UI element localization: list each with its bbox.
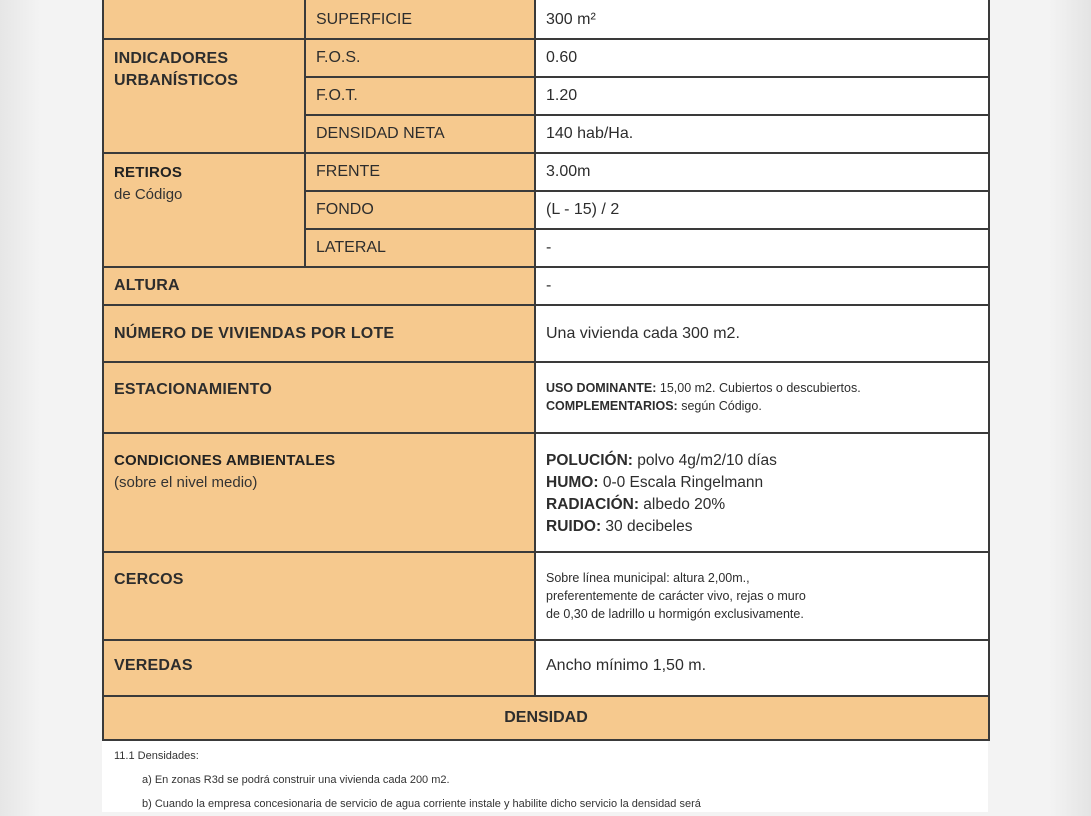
estacionamiento-value — [535, 362, 989, 433]
frente-value: 3.00m — [535, 153, 989, 191]
indicadores-label: INDICADORES URBANÍSTICOS — [103, 39, 305, 153]
densidad-header: DENSIDAD — [103, 696, 989, 740]
notes-line-2: a) En zonas R3d se podrá construir una vivienda cada 200 m2. — [142, 774, 450, 786]
altura-value: - — [535, 267, 989, 305]
cercos-line-1: Sobre línea municipal: altura 2,00m., — [546, 571, 750, 585]
notes-line-1: 11.1 Densidades: — [114, 750, 199, 762]
cercos-line-3: de 0,30 de ladrillo u hormigón exclusivamente. — [546, 607, 804, 621]
fos-value: 0.60 — [535, 39, 989, 77]
cercos-label: CERCOS — [103, 552, 535, 640]
row-viviendas — [103, 305, 989, 362]
fot-value: 1.20 — [535, 77, 989, 115]
retiros-sublabel: de Código — [114, 186, 183, 203]
fos-label: F.O.S. — [305, 39, 535, 77]
densidad-neta-value: 140 hab/Ha. — [535, 115, 989, 153]
radiacion-key: RADIACIÓN: — [546, 496, 639, 513]
cercos-value — [535, 552, 989, 640]
row-altura — [103, 267, 989, 305]
row-frente — [103, 153, 989, 191]
ruido-line — [546, 516, 978, 538]
veredas-label: VEREDAS — [103, 640, 535, 696]
fot-label: F.O.T. — [305, 77, 535, 115]
row-cercos — [103, 552, 989, 640]
frente-label: FRENTE — [305, 153, 535, 191]
complementarios-value: según Código. — [677, 399, 762, 413]
complementarios-key: COMPLEMENTARIOS: — [546, 399, 678, 413]
superficie-label: SUPERFICIE — [305, 0, 535, 39]
row-estacionamiento — [103, 362, 989, 433]
polucion-key: POLUCIÓN: — [546, 452, 633, 469]
altura-label: ALTURA — [103, 267, 535, 305]
polucion-line — [546, 450, 978, 472]
lateral-value: - — [535, 229, 989, 267]
humo-value: 0-0 Escala Ringelmann — [598, 474, 764, 491]
uso-dominante-value: 15,00 m2. Cubiertos o descubiertos. — [656, 381, 861, 395]
superficie-value: 300 m² — [535, 0, 989, 39]
condiciones-label: CONDICIONES AMBIENTALES — [114, 452, 336, 469]
complementarios-line — [546, 397, 978, 415]
condiciones-value — [535, 433, 989, 552]
densidad-notes — [114, 744, 974, 816]
row-densidad-header — [103, 696, 989, 740]
estacionamiento-label: ESTACIONAMIENTO — [103, 362, 535, 433]
retiros-cell — [103, 153, 305, 267]
condiciones-sublabel: (sobre el nivel medio) — [114, 474, 258, 491]
fondo-label: FONDO — [305, 191, 535, 229]
cercos-line-2: preferentemente de carácter vivo, rejas o muro — [546, 589, 806, 603]
ruido-key: RUIDO: — [546, 518, 602, 535]
row-veredas — [103, 640, 989, 696]
viviendas-label: NÚMERO DE VIVIENDAS POR LOTE — [103, 305, 535, 362]
notes-line-3: b) Cuando la empresa concesionaria de servicio de agua corriente instale y habilite dicho servicio la densidad será — [142, 798, 701, 810]
row-superficie — [103, 0, 989, 39]
row-fos — [103, 39, 989, 77]
humo-key: HUMO: — [546, 474, 599, 491]
row-condiciones — [103, 433, 989, 552]
uso-dominante-key: USO DOMINANTE: — [546, 381, 657, 395]
retiros-label: RETIROS — [114, 164, 183, 181]
radiacion-line — [546, 494, 978, 516]
zoning-spec-table — [102, 0, 990, 741]
polucion-value: polvo 4g/m2/10 días — [632, 452, 777, 469]
humo-line — [546, 472, 978, 494]
radiacion-value: albedo 20% — [639, 496, 726, 513]
uso-dominante-line — [546, 379, 978, 397]
veredas-value: Ancho mínimo 1,50 m. — [535, 640, 989, 696]
condiciones-cell — [103, 433, 535, 552]
ruido-value: 30 decibeles — [601, 518, 693, 535]
document-page — [102, 0, 988, 812]
fondo-value: (L - 15) / 2 — [535, 191, 989, 229]
lateral-label: LATERAL — [305, 229, 535, 267]
cell-blank — [103, 0, 305, 39]
viviendas-value: Una vivienda cada 300 m2. — [535, 305, 989, 362]
densidad-neta-label: DENSIDAD NETA — [305, 115, 535, 153]
